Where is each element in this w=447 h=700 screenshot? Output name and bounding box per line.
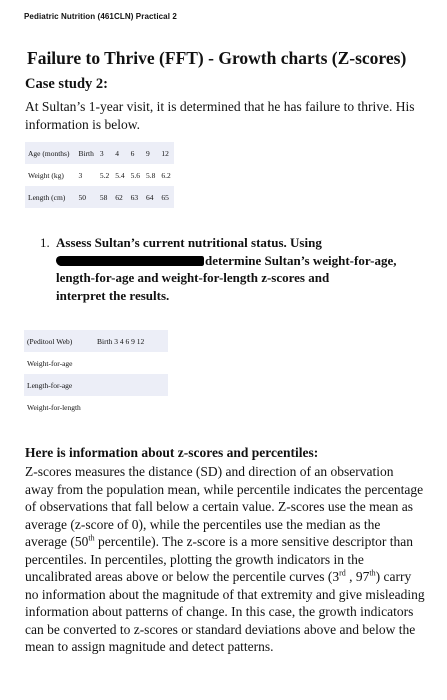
zscore-table	[24, 330, 168, 418]
case-intro-text: At Sultan’s 1-year visit, it is determined that he has failure to thrive. His information is below.	[25, 99, 415, 132]
table-cell: 5.8	[146, 170, 156, 180]
zscore-header-ages: Birth 3 4 6 9 12	[94, 330, 168, 352]
table-cell: 6.2	[161, 170, 171, 180]
zscore-row-label: Length-for-age	[24, 374, 94, 396]
zscore-row-label: Weight-for-length	[24, 396, 94, 418]
table-cell: Birth	[75, 142, 96, 164]
table-row	[24, 396, 168, 418]
info-text-part: ) carry no information about the magnitude of that extremity and give misleading information about patterns of change. In this case, the growth indicators can be converted to z-scores or standard deviations above and below the mean to assign magnitude and detect patterns.	[25, 569, 425, 654]
info-paragraph	[25, 463, 425, 656]
redaction-mark	[56, 256, 204, 266]
table-cell: 5.4	[115, 170, 125, 180]
table-row	[25, 186, 174, 208]
table-row	[25, 164, 174, 186]
question-1	[40, 234, 415, 304]
zscore-header-label: (Peditool Web)	[24, 330, 94, 352]
row-label-length: Length (cm)	[25, 186, 75, 208]
table-cell: 63	[128, 186, 143, 208]
table-cell: 64	[143, 186, 158, 208]
table-row	[24, 330, 168, 352]
zscore-answer-cell[interactable]	[94, 396, 168, 418]
table-row	[25, 142, 174, 164]
question-line-3: length-for-age and weight-for-length z-scores and	[56, 270, 330, 285]
info-text-part: , 97	[345, 569, 370, 584]
table-cell: 4	[112, 142, 127, 164]
question-line-1: Assess Sultan’s current nutritional status. Using	[56, 235, 322, 250]
table-cell: 6	[128, 142, 143, 164]
case-study-heading: Case study 2:	[25, 76, 108, 92]
question-line-2: determine Sultan’s weight-for-age,	[205, 252, 397, 268]
row-label-weight: Weight (kg)	[28, 170, 64, 180]
table-cell: 3	[78, 170, 83, 180]
measurements-table	[25, 142, 174, 208]
table-cell: 65	[158, 186, 173, 208]
zscore-row-label: Weight-for-age	[24, 352, 94, 374]
table-cell: 5.6	[130, 170, 140, 180]
table-row	[24, 352, 168, 374]
info-heading: Here is information about z-scores and percentiles:	[25, 445, 319, 460]
info-text-part: Z-scores measures the distance (SD) and direction of an observation away from the population mean, while percentile indicates the percentage of observations that fall below a certain value. Z-scores use the mean as average (z-score of 0), while the percentiles use the median as the average (50	[25, 464, 424, 549]
table-cell: 3	[97, 142, 112, 164]
row-label-age: Age (months)	[25, 142, 75, 164]
table-cell: 50	[75, 186, 96, 208]
page-title: Failure to Thrive (FFT) - Growth charts (Z-scores)	[27, 48, 407, 68]
table-cell: 58	[97, 186, 112, 208]
question-number: 1.	[40, 235, 50, 250]
table-cell: 12	[158, 142, 173, 164]
zscore-answer-cell[interactable]	[94, 352, 168, 374]
superscript: rd	[339, 568, 346, 578]
table-row	[24, 374, 168, 396]
zscore-answer-cell[interactable]	[94, 374, 168, 396]
superscript: th	[369, 568, 376, 578]
info-text-part: percentile). The z-score is a more sensitive descriptor than percentiles. In percentiles, plotting the growth indicators in the uncalibrated areas above or below the percentile curves (3	[25, 534, 413, 584]
question-text	[40, 234, 415, 304]
course-header: Pediatric Nutrition (461CLN) Practical 2	[24, 12, 177, 21]
question-line-4: interpret the results.	[56, 287, 170, 303]
table-cell: 62	[112, 186, 127, 208]
superscript: th	[88, 533, 95, 543]
table-cell: 9	[143, 142, 158, 164]
table-cell: 5.2	[99, 170, 110, 180]
